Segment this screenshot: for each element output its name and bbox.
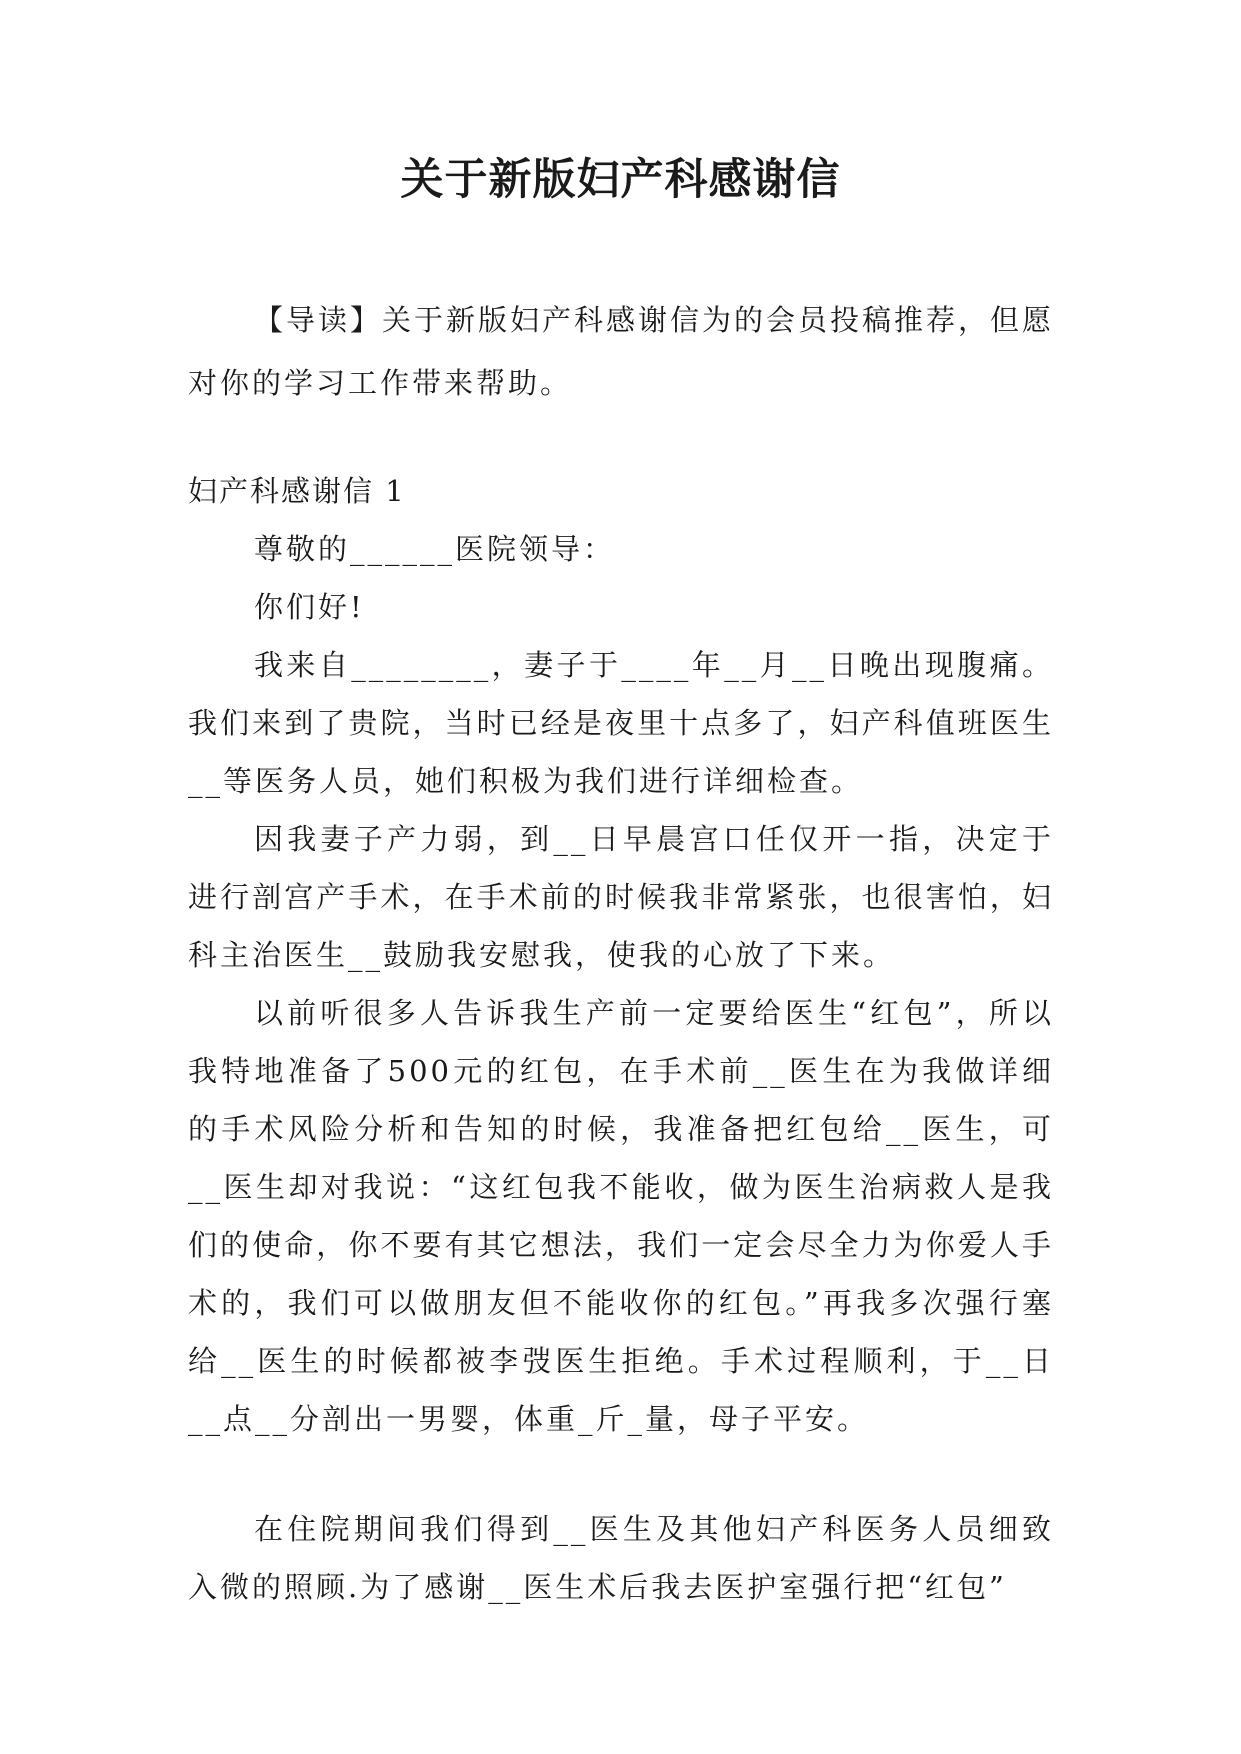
document-title: 关于新版妇产科感谢信 — [400, 155, 841, 205]
letter-salutation: 你们好! — [254, 590, 365, 624]
body-paragraph-3: 以前听很多人告诉我生产前一定要给医生“红包”，所以我特地准备了500元的红包，在手术前__医生在为我做详细的手术风险分析和告知的时候，我准备把红包给__医生，可__医生却对我说：“这红包我不能收，做为医生治病救人是我们的使命，你不要有其它想法，我们一定会尽全力为你爱人手术的，我们可以做朋友但不能收你的红包。”再我多次强行塞给__医生的时候都被李弢医生拒绝。手术过程顺利，于__日__点__分剖出一男婴，体重_斤_量，母子平安。 — [188, 996, 1054, 1436]
body-paragraph-4: 在住院期间我们得到__医生及其他妇产科医务人员细致入微的照顾.为了感谢__医生术后我去医护室强行把“红包” — [188, 1512, 1054, 1604]
letter-greeting: 尊敬的______医院领导： — [254, 532, 616, 566]
body-paragraph-1: 我来自________，妻子于____年__月__日晚出现腹痛。我们来到了贵院，当时已经是夜里十点多了，妇产科值班医生__等医务人员，她们积极为我们进行详细检查。 — [188, 648, 1054, 798]
body-paragraph-2: 因我妻子产力弱，到__日早晨宫口任仅开一指，决定于进行剖宫产手术，在手术前的时候我非常紧张，也很害怕，妇科主治医生__鼓励我安慰我，使我的心放了下来。 — [188, 822, 1054, 972]
intro-paragraph: 【导读】关于新版妇产科感谢信为的会员投稿推荐，但愿对你的学习工作带来帮助。 — [188, 303, 1055, 400]
section-title: 妇产科感谢信 1 — [188, 474, 406, 508]
